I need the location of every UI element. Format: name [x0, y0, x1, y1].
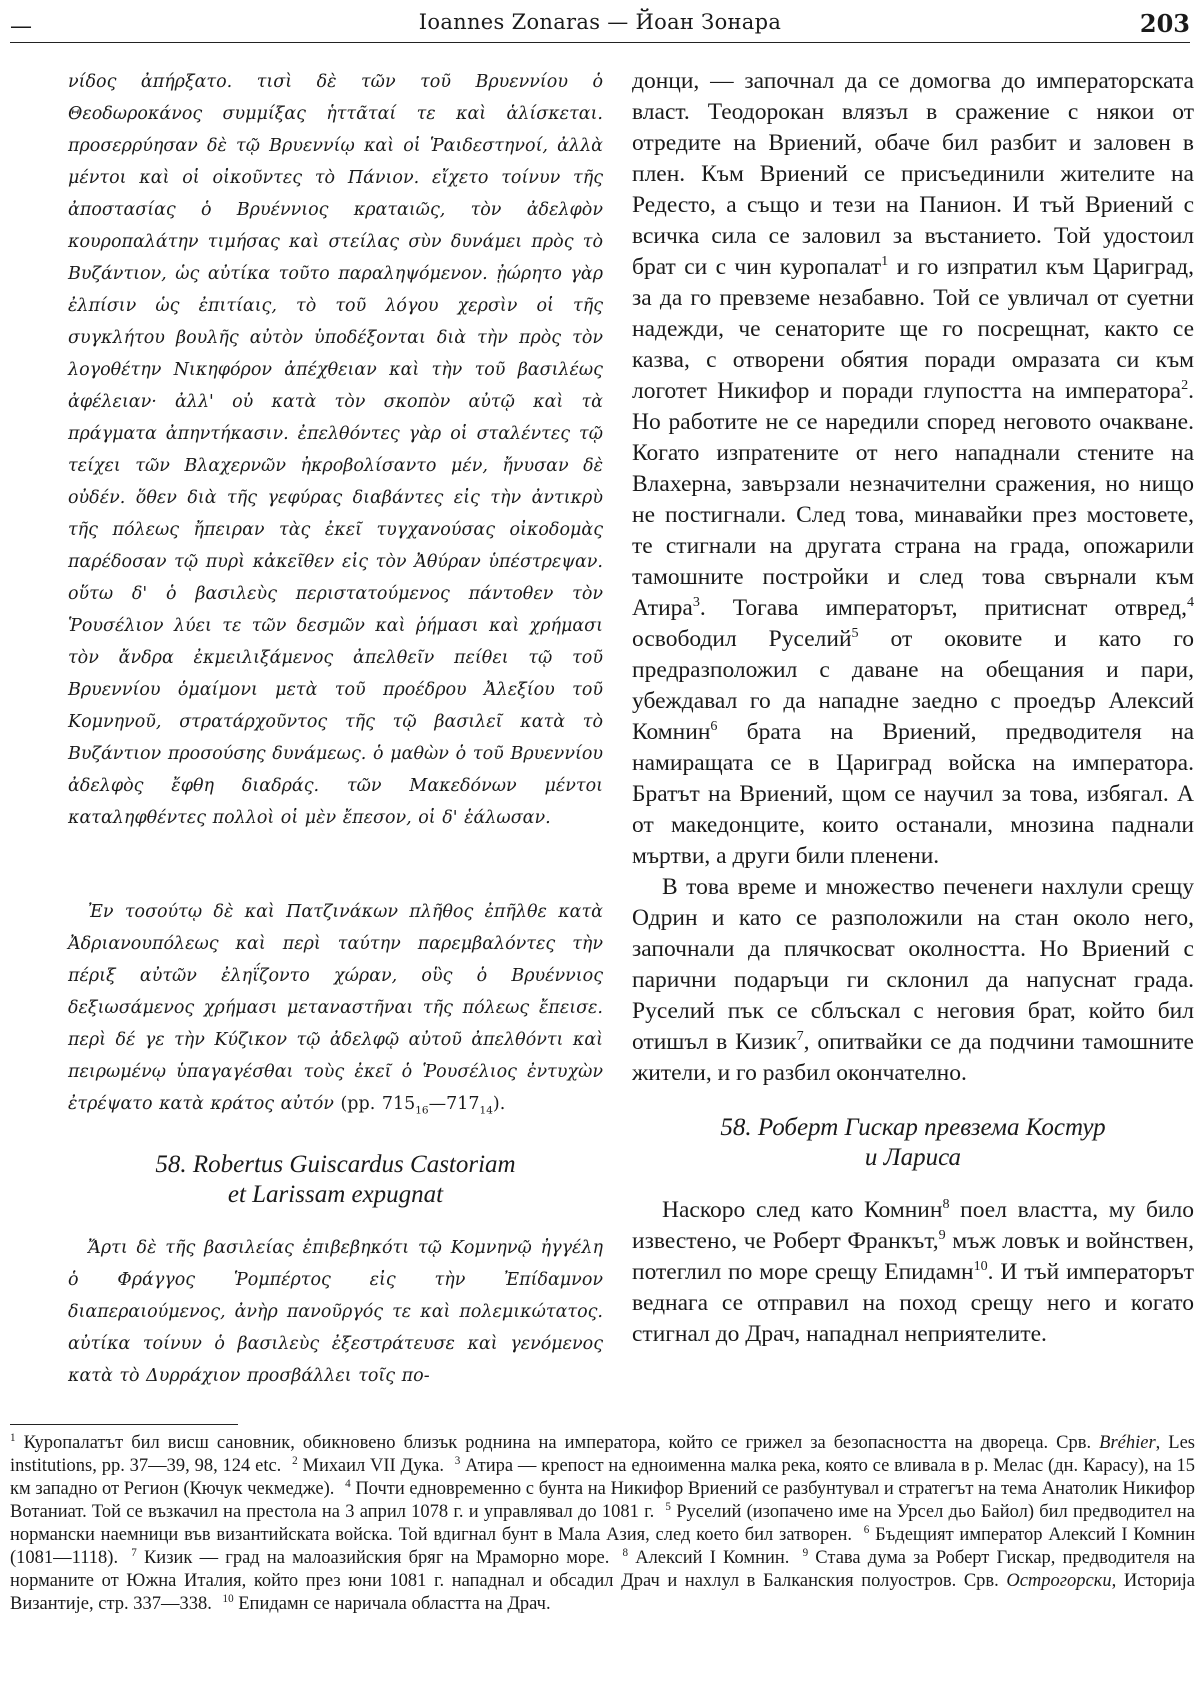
bulgarian-paragraph-3: Наскоро след като Комнин$^8$ поел властта, му било известено, че Роберт Франкът,$^9$ мъж ловък и войнствен, потеглил по море срещу Епидамн$^{10}$. И тъй императорът веднага се отправил на поход срещу него и когато стигнал до Драч, нападнал неприятелите. — [632, 1196, 1194, 1347]
greek-column — [68, 66, 603, 1392]
header-rule — [10, 42, 1190, 43]
footnote-ref-7: 7 — [796, 1028, 804, 1045]
bulgarian-paragraph-2: В това време и множество печенеги нахлули срещу Одрин и като се разположили на стан около него, започнали да плячкосват околността. Но Вриений с парични подаръци ги склонил да напуснат града. Руселий пък се сблъскал с неговия брат, който бил отишъл в Кизик$^7$, опитвайки се да подчини тамошните жители, и го разбил окончателно. — [632, 874, 1194, 1086]
greek-paragraph-3: Ἄρτι δὲ τῆς βασιλείας ἐπιβεβηκότι τῷ Κομνηνῷ ἠγγέλη ὁ Φράγγος Ῥομπέρτος εἰς τὴν Ἐπίδαμνον διαπεραιούμενος, ἀνὴρ πανοῦργός τε καὶ πολεμικώτατος. αὐτίκα τοίνυν ὁ βασιλεὺς ἐξεστράτευσε καὶ γενόμενος κατὰ τὸ Δυρράχιον προσβάλλει τοῖς πο- — [68, 1238, 603, 1386]
page-number: 203 — [1139, 9, 1190, 38]
footnote-ref-4: 4 — [1186, 594, 1194, 611]
footnote-4: $^4$ Почти едновременно с бунта на Никифор Вриений се разбунтувал и стратегът на тема Анатолик Никифор Вотаниат. Той се възкачил на престола на 3 април 1078 г. и управлявал до 1081 г. — [10, 1477, 1196, 1522]
bulgarian-column — [632, 66, 1194, 1350]
bulgarian-section-title-line-2: и Лариса — [864, 1144, 962, 1171]
latin-section-title-line-2: et Larissam expugnat — [227, 1181, 444, 1208]
footnote-2: $^2$ Михаил VII Дука. — [292, 1454, 444, 1476]
footnote-5: $^5$ Руселий (изопачено име на Урсел дьо Байол) бил предводител на нормански наемници във византийската войска. Той вдигнал бунт в Мала Азия, след което бил затворен. — [10, 1500, 1195, 1545]
footnote-ref-2: 2 — [1181, 377, 1189, 394]
footnote-7: $^7$ Кизик — град на малоазийския бряг на Мраморно море. — [131, 1546, 610, 1568]
footnote-9: $^9$ Става дума за Роберт Гискар, предводителя на норманите от Южна Италия, който през юни 1081 г. нападнал и обсадил Драч и нахлул в Балканския полуостров. Срв. Острогорски, Историја Византије, стр. 337—338. — [10, 1546, 1196, 1614]
footnote-6: $^6$ Бъдещият император Алексий I Комнин (1081—1118). — [10, 1523, 1195, 1568]
greek-page-reference: (pp. $715_{16}—717_{14}$). — [340, 1094, 506, 1117]
greek-paragraph-2-text: Ἐν τοσούτῳ δὲ καὶ Πατζινάκων πλῆθος ἐπῆλθε κατὰ Ἀδριανουπόλεως καὶ περὶ ταύτην παρεμβαλόντες τὴν πέριξ αὐτῶν ἐληΐζοντο χώραν, οὓς ὁ Βρυέννιος δεξιωσάμενος χρήμασι μεταναστῆναι τῆς πόλεως ἔπεισε. περὶ δέ γε τὴν Κύζικον τῷ ἀδελφῷ αὐτοῦ ἀπελθόντι καὶ πειρωμένῳ ὑπαγαγέσθαι τοὺς ἐκεῖ ὁ Ῥουσέλιος ἐντυχὼν ἐτρέψατο κατὰ κράτος αὐτόν — [68, 902, 603, 1114]
footnote-10: $^{10}$ Епидамн се наричала областта на Драч. — [222, 1592, 551, 1614]
footnote-ref-1: 1 — [881, 253, 889, 270]
footnote-ref-3: 3 — [692, 594, 700, 611]
header-dash: — — [10, 14, 32, 39]
footnote-8: $^8$ Алексий I Комнин. — [622, 1546, 790, 1568]
footnotes-text — [10, 1432, 1195, 1616]
header-title: Ioannes Zonaras — Йоан Зонара — [418, 10, 782, 34]
footnote-ref-10: 10 — [973, 1258, 988, 1275]
running-header — [10, 4, 1190, 44]
footnote-3: $^3$ Атира — крепост на едноименна малка река, която се вливала в р. Мелас (дн. Карасу), на 15 км западно от Регион (Кючук чекмедже). — [10, 1454, 1195, 1499]
bulgarian-section-title-line-1: 58. Роберт Гискар превзема Костур — [720, 1114, 1106, 1141]
footnote-ref-9: 9 — [938, 1227, 946, 1244]
footnote-rule — [10, 1424, 238, 1425]
latin-section-title-line-1: 58. Robertus Guiscardus Castoriam — [155, 1151, 516, 1178]
footnote-ref-6: 6 — [710, 718, 718, 735]
bulgarian-paragraph-1: донци, — започнал да се домогва до императорската власт. Теодорокан влязъл в сражение с някои от отредите на Вриений, обаче бил разбит и заловен в плен. Към Вриений се присъединили жителите на Редесто, а също и тези на Панион. И тъй Вриений с всичка сила се заловил за въстанието. Той удостоил брат си с чин куропалат$^1$ и го изпратил към Цариград, за да го превземе незабавно. Той се увличал от суетни надежди, че сенаторите ще го посрещнат, както се казва, с отворени обятия поради омразата си към логотет Никифор и поради глупостта на императора$^2$. Но работите не се наредили според неговото очакване. Когато изпратените от него нападнали стените на Влахерна, завързали незначителни сражения, но нищо не постигнали. След това, минавайки през мостовете, те стигнали на другата страна на града, опожарили тамошните постройки и след това свърнали към Атира$^3$. Тогава императорът, притиснат отвред,$^4$ освободил Руселий$^5$ от оковите и като го предразположил с даване на обещания и пари, убеждавал го да нападне заедно с проедър Алексий Комнин$^6$ брата на Вриений, предводителя на намиращата се в Цариград войска на императора. Братът на Вриений, щом се научил за това, избягал. А от македонците, които останали, мнозина паднали мъртви, а други били пленени. — [632, 68, 1195, 869]
greek-paragraph-2 — [68, 896, 603, 1120]
footnote-1: $^1$ Куропалатът бил висш сановник, обикновено близък роднина на императора, който се грижел за безопасността на двореца. Срв. Bréhier, Les institutions, pp. 37—39, 98, 124 etc. — [10, 1431, 1196, 1476]
greek-paragraph-1: νίδος ἀπήρξατο. τισὶ δὲ τῶν τοῦ Βρυεννίου ὁ Θεοδωροκάνος συμμίξας ἡττᾶταί τε καὶ ἁλίσκεται. προσερρύησαν δὲ τῷ Βρυεννίῳ καὶ οἱ Ῥαιδεστηνοί, ἀλλὰ μέντοι καὶ οἱ οἰκοῦντες τὸ Πάνιον. εἴχετο τοίνυν τῆς ἀποστασίας ὁ Βρυέννιος κραταιῶς, τὸν ἀδελφὸν κουροπαλάτην τιμήσας καὶ στείλας σὺν δυνάμει πρὸς τὸ Βυζάντιον, ὡς αὐτίκα τοῦτο παραληψόμενον. ᾐώρητο γὰρ ἐλπίσιν ὡς ἐπιτίαις, τὸ τοῦ λόγου χερσὶν οἱ τῆς συγκλήτου βουλῆς αὐτὸν ὑποδέξονται διὰ τὴν πρὸς τὸν λογοθέτην Νικηφόρον ἀπέχθειαν καὶ τὴν τοῦ βασιλέως ἀφέλειαν· ἀλλ' οὐ κατὰ τὸν σκοπὸν αὐτῷ καὶ τὰ πράγματα ἀπηντήκασιν. ἐπελθόντες γὰρ οἱ σταλέντες τῷ τείχει τῶν Βλαχερνῶν ἠκροβολίσαντο μέν, ἤνυσαν δὲ οὐδέν. ὅθεν διὰ τῆς γεφύρας διαβάντες εἰς τὴν ἀντικρὺ τῆς πόλεως ἤπειραν τὰς ἐκεῖ τυγχανούσας οἰκοδομὰς παρέδοσαν τῷ πυρὶ κἀκεῖθεν εἰς τὸν Ἀθύραν ὑπέστρεψαν. οὕτω δ' ὁ βασιλεὺς περιστατούμενος πάντοθεν τὸν Ῥουσέλιον λύει τε τῶν δεσμῶν καὶ ῥήμασι καὶ χρήμασι τὸν ἄνδρα ἐκμειλιξάμενος ἀπελθεῖν πείθει τῷ τοῦ Βρυεννίου ὁμαίμονι μετὰ τοῦ προέδρου Ἀλεξίου τοῦ Κομνηνοῦ, στρατάρχοῦντος τῆς τῷ βασιλεῖ κατὰ τὸ Βυζάντιον προσούσης δυνάμεως. ὁ μαθὼν ὁ τοῦ Βρυεννίου ἀδελφὸς ἔφθη διαδράς. τῶν Μακεδόνων μέντοι καταληφθέντες πολλοὶ οἱ μὲν ἔπεσον, οἱ δ' ἑάλωσαν. — [68, 72, 603, 828]
footnote-ref-5: 5 — [851, 625, 859, 642]
footnote-ref-8: 8 — [942, 1196, 950, 1213]
